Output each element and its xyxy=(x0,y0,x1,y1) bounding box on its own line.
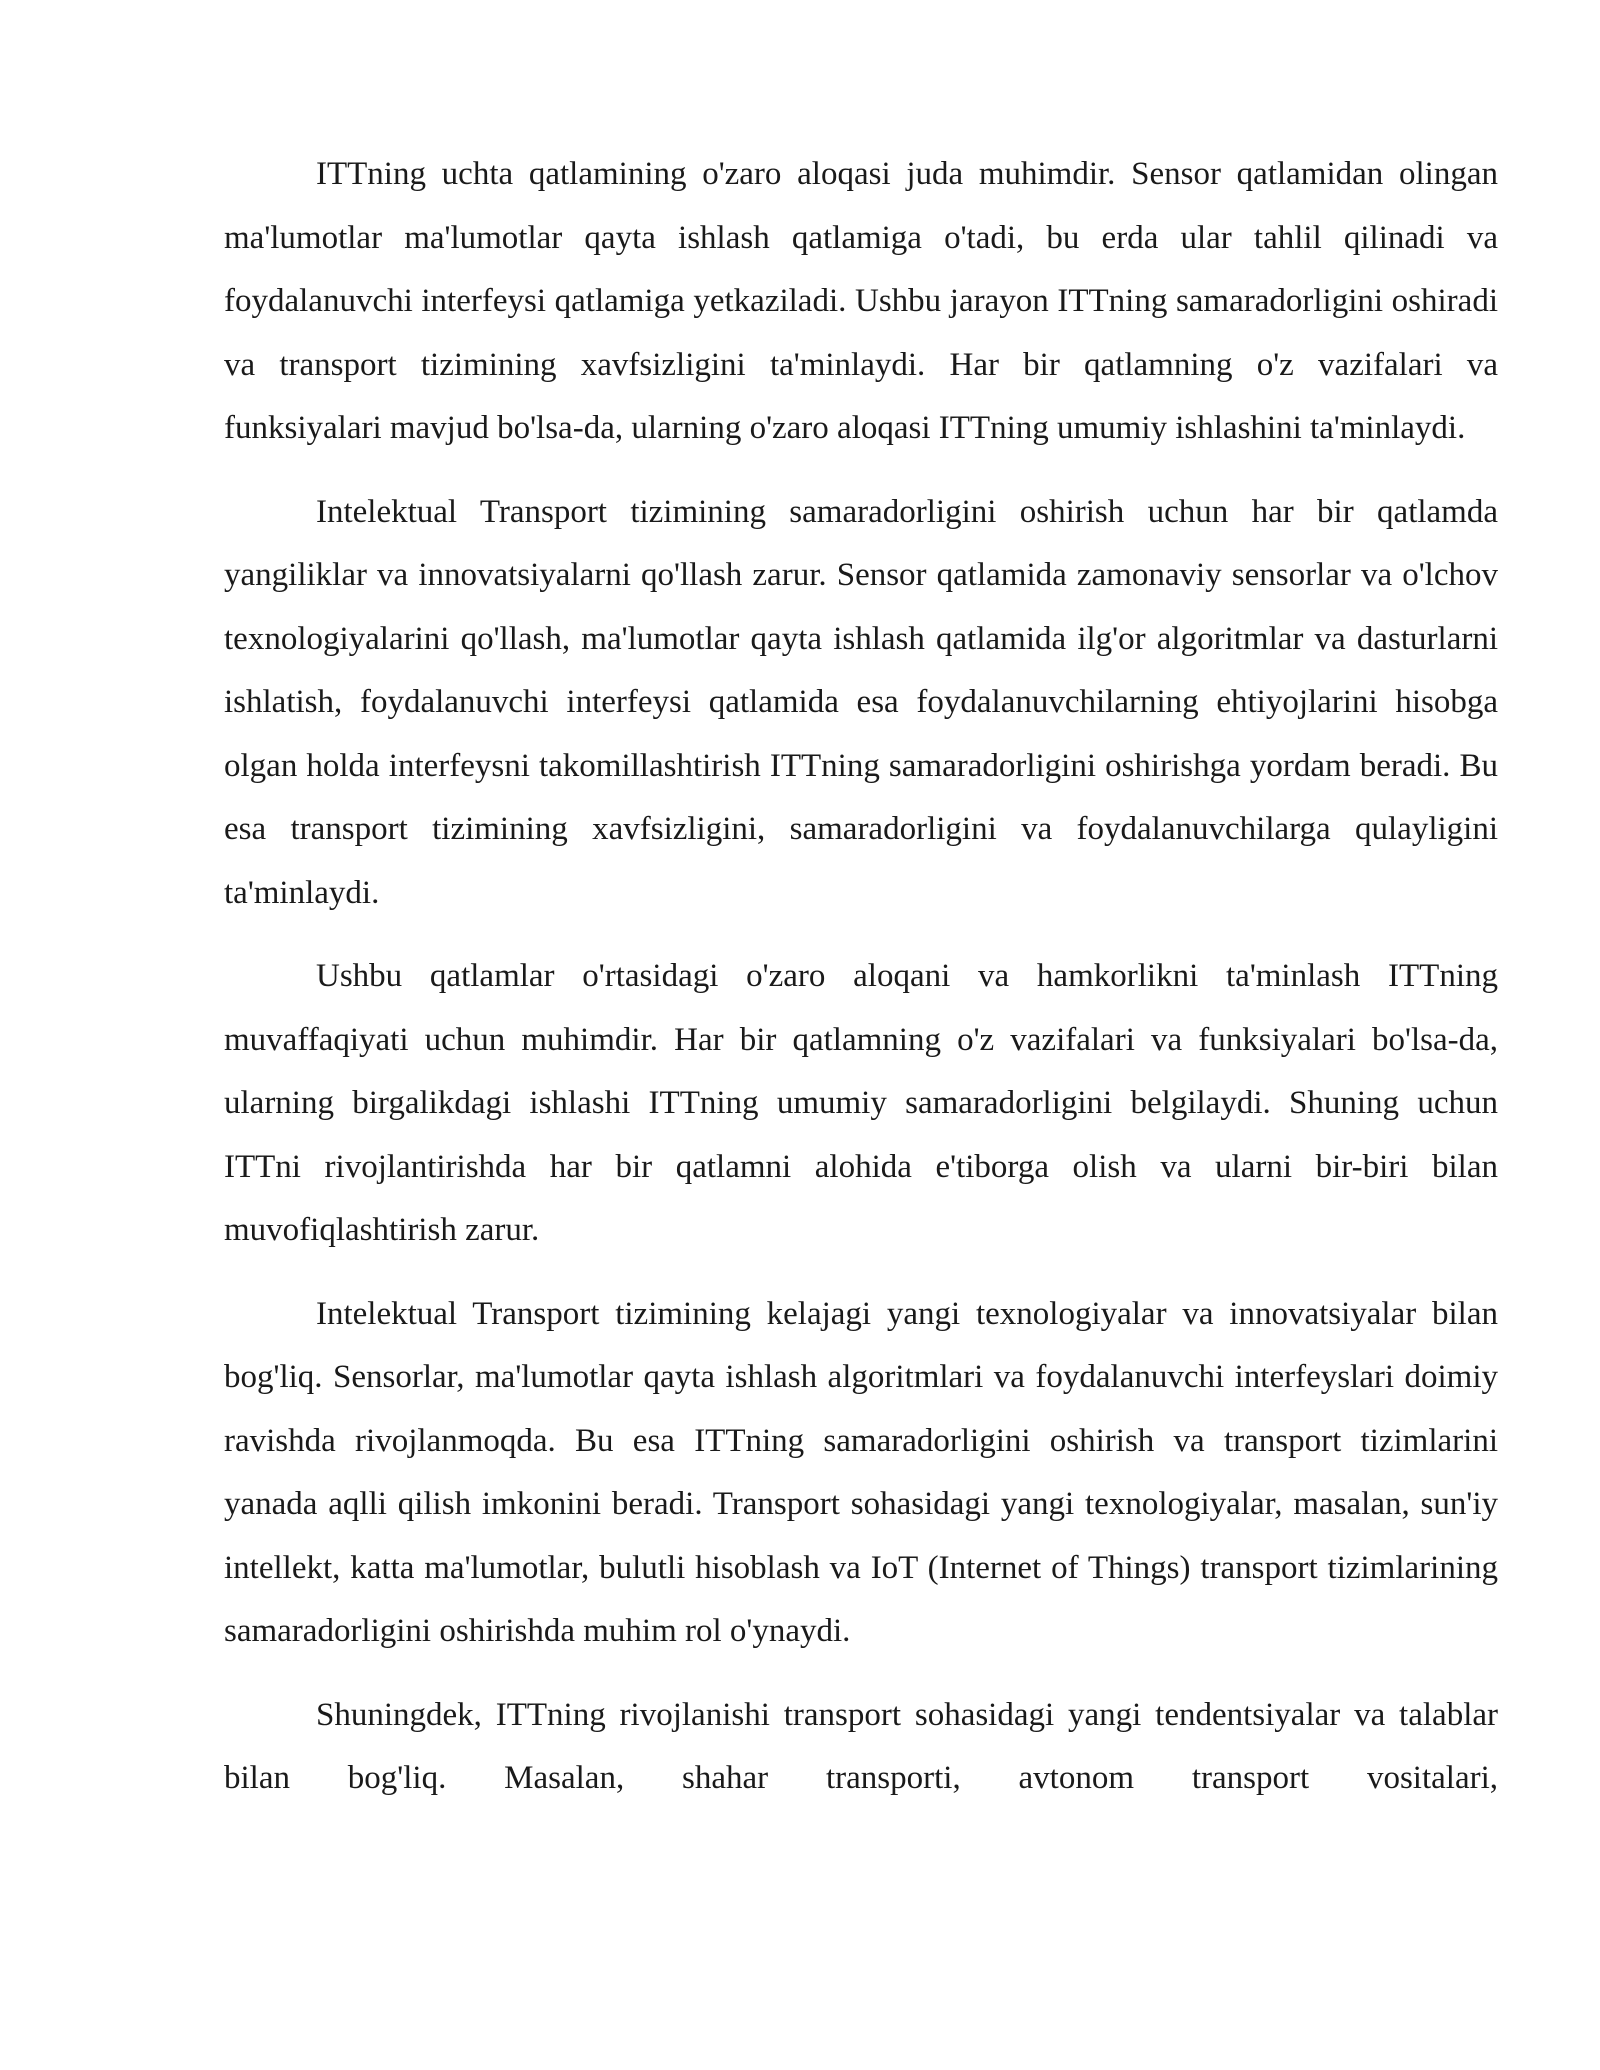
paragraph-4: Intelektual Transport tizimining kelajagi yangi texnologiyalar va innovatsiyalar bilan bog'liq. Sensorlar, ma'lumotlar qayta ishlash algoritmlari va foydalanuvchi interfeyslari doimiy ravishda rivojlanmoqda. Bu esa ITTning samaradorligini oshirish va transport tizimlarini yanada aqlli qilish imkonini beradi. Transport sohasidagi yangi texnologiyalar, masalan, sun'iy intellekt, katta ma'lumotlar, bulutli hisoblash va IoT (Internet of Things) transport tizimlarining samaradorligini oshirishda muhim rol o'ynaydi. xyxy=(224,1295,1498,1649)
paragraph-3: Ushbu qatlamlar o'rtasidagi o'zaro aloqani va hamkorlikni ta'minlash ITTning muvaffaqiyati uchun muhimdir. Har bir qatlamning o'z vazifalari va funksiyalari bo'lsa-da, ularning birgalikdagi ishlashi ITTning umumiy samaradorligini belgilaydi. Shuning uchun ITTni rivojlantirishda har bir qatlamni alohida e'tiborga olish va ularni bir-biri bilan muvofiqlashtirish zarur. xyxy=(224,958,1498,1248)
paragraph-5: Shuningdek, ITTning rivojlanishi transport sohasidagi yangi tendentsiyalar va talablar bilan bog'liq. Masalan, shahar transporti, avtonom transport vositalari, xyxy=(224,1696,1498,1796)
paragraph-2: Intelektual Transport tizimining samaradorligini oshirish uchun har bir qatlamda yangiliklar va innovatsiyalarni qo'llash zarur. Sensor qatlamida zamonaviy sensorlar va o'lchov texnologiyalarini qo'llash, ma'lumotlar qayta ishlash qatlamida ilg'or algoritmlar va dasturlarni ishlatish, foydalanuvchi interfeysi qatlamida esa foydalanuvchilarning ehtiyojlarini hisobga olgan holda interfeysni takomillashtirish ITTning samaradorligini oshirishga yordam beradi. Bu esa transport tizimining xavfsizligini, samaradorligini va foydalanuvchilarga qulayligini ta'minlaydi. xyxy=(224,493,1498,911)
paragraph-1: ITTning uchta qatlamining o'zaro aloqasi juda muhimdir. Sensor qatlamidan olingan ma'lumotlar ma'lumotlar qayta ishlash qatlamiga o'tadi, bu erda ular tahlil qilinadi va foydalanuvchi interfeysi qatlamiga yetkaziladi. Ushbu jarayon ITTning samaradorligini oshiradi va transport tizimining xavfsizligini ta'minlaydi. Har bir qatlamning o'z vazifalari va funksiyalari mavjud bo'lsa-da, ularning o'zaro aloqasi ITTning umumiy ishlashini ta'minlaydi. xyxy=(224,156,1498,446)
document-body xyxy=(224,143,1498,1811)
